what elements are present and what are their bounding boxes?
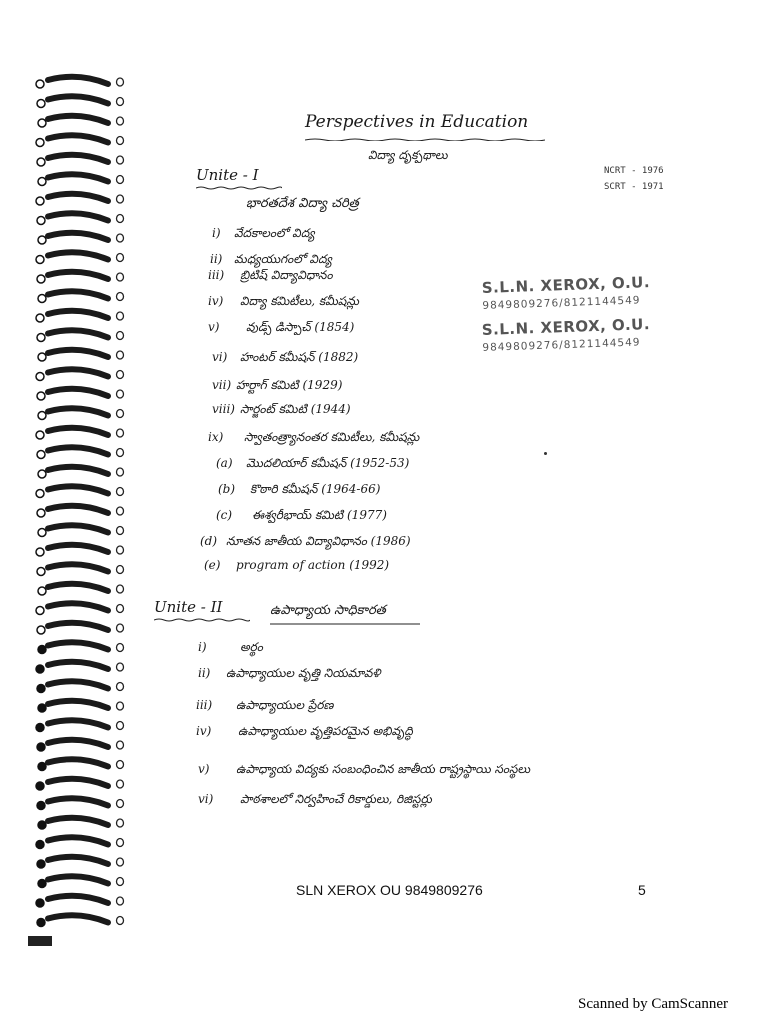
list-item-text: కొఠారి కమీషన్ (1964-66) — [250, 482, 381, 496]
xerox-stamp — [481, 315, 650, 354]
unit-2-heading: ఉపాధ్యాయ సాధికారత — [270, 603, 386, 618]
spiral-ring — [38, 642, 124, 653]
spiral-ring — [37, 623, 124, 634]
spiral-ring — [38, 233, 124, 244]
list-item-number: vii) — [212, 378, 232, 392]
list-item-text: ఈశ్వరీభాయ్ కమిటి (1977) — [252, 508, 387, 522]
spiral-ring — [37, 155, 124, 166]
spiral-ring — [37, 740, 124, 751]
spiral-ring — [36, 662, 124, 673]
spiral-ring — [36, 252, 124, 263]
list-item-number: iv) — [208, 294, 224, 308]
unit-2-underline — [154, 618, 250, 622]
list-item-number: i) — [198, 640, 207, 654]
list-item-text: స్వాతంత్ర్యానంతర కమిటీలు, కమీషన్లు — [244, 430, 420, 444]
page-title: Perspectives in Education — [305, 112, 529, 132]
spiral-ring — [36, 77, 124, 88]
camscanner-watermark: Scanned by CamScanner — [578, 996, 728, 1012]
unit-1-underline — [196, 186, 282, 190]
list-item-text: పాఠశాలలో నిర్వహించే రికార్డులు, రిజిస్టర్లు — [240, 792, 432, 806]
stamp-phones: 9849809276/8121144549 — [482, 336, 641, 354]
list-item-text: విద్యా కమిటీలు, కమీషన్లు — [240, 294, 359, 308]
spiral-ring — [36, 194, 124, 205]
spiral-ring — [38, 291, 124, 302]
spiral-ring — [37, 213, 124, 224]
list-item-text: ఉపాధ్యాయుల వృత్తిపరమైన అభివృద్ధి — [238, 724, 413, 738]
spiral-ring — [37, 857, 124, 868]
spiral-ring — [36, 896, 124, 907]
list-item-text: ఉపాధ్యాయుల వృత్తి నియమావళి — [226, 666, 381, 680]
list-item-number: (b) — [218, 482, 236, 496]
footer-shop-info: SLN XEROX OU 9849809276 — [296, 882, 483, 898]
spiral-ring — [38, 116, 124, 127]
spiral-ring — [36, 311, 124, 322]
spiral-ring — [37, 681, 124, 692]
list-item-text: వేదకాలంలో విద్య — [234, 226, 315, 240]
spiral-ring — [36, 428, 124, 439]
spiral-ring — [36, 486, 124, 497]
spiral-binding — [28, 70, 138, 950]
list-item-text: program of action (1992) — [236, 558, 390, 572]
stamp-name: S.L.N. XEROX, O.U. — [481, 273, 651, 297]
spiral-ring — [38, 759, 124, 770]
note-scrt: SCRT - 1971 — [604, 182, 664, 192]
page-subtitle: విద్యా దృక్పథాలు — [368, 148, 448, 162]
spiral-ring — [37, 389, 124, 400]
list-item-text: ఉపాధ్యాయ విద్యకు సంబంధించిన జాతీయ రాష్ట్రస్థాయి సంస్థలు — [236, 762, 531, 776]
spiral-ring — [38, 350, 124, 361]
xerox-stamp — [481, 273, 650, 312]
list-item-number: iii) — [208, 268, 225, 282]
unit-1-heading: భారతదేశ విద్యా చరిత్ర — [246, 196, 359, 211]
spiral-ring — [38, 525, 124, 536]
spiral-ring — [36, 135, 124, 146]
list-item-text: వుడ్స్ డిస్పాచ్ (1854) — [246, 320, 355, 334]
stamp-name: S.L.N. XEROX, O.U. — [481, 315, 651, 339]
ink-dot — [544, 452, 547, 455]
list-item-text: బ్రిటిష్ విద్యావిధానం — [240, 268, 333, 282]
spiral-ring — [38, 408, 124, 419]
list-item-number: vi) — [198, 792, 214, 806]
list-item-number: iii) — [196, 698, 213, 712]
unit-1-label: Unite - I — [196, 166, 259, 184]
list-item-number: ii) — [210, 252, 223, 266]
spiral-ring — [37, 447, 124, 458]
unit-2-heading-underline — [270, 622, 420, 626]
list-item-number: (e) — [204, 558, 221, 572]
list-item-text: సార్జంట్ కమిటి (1944) — [240, 402, 351, 416]
list-item-number: i) — [212, 226, 221, 240]
spiral-ring — [36, 369, 124, 380]
list-item-number: v) — [198, 762, 210, 776]
spiral-ring — [36, 779, 124, 790]
spiral-ring — [37, 330, 124, 341]
list-item-text: అర్థం — [240, 640, 263, 654]
list-item-number: viii) — [212, 402, 235, 416]
list-item-number: (d) — [200, 534, 218, 548]
spiral-ring — [36, 837, 124, 848]
stamp-phones: 9849809276/8121144549 — [482, 294, 641, 312]
spiral-ring — [38, 701, 124, 712]
spiral-ring — [36, 720, 124, 731]
list-item-text: హంటర్ కమీషన్ (1882) — [240, 350, 359, 364]
spiral-ring — [36, 545, 124, 556]
spiral-ring — [37, 915, 124, 926]
list-item-number: ii) — [198, 666, 211, 680]
list-item-text: హర్టాగ్ కమిటి (1929) — [236, 378, 343, 392]
spiral-ring — [38, 876, 124, 887]
list-item-text: నూతన జాతీయ విద్యావిధానం (1986) — [226, 534, 411, 548]
list-item-number: (c) — [216, 508, 233, 522]
title-underline — [305, 138, 545, 141]
spiral-ring — [38, 174, 124, 185]
spiral-ring — [38, 584, 124, 595]
list-item-number: (a) — [216, 456, 233, 470]
list-item-text: మొదలియార్ కమీషన్ (1952-53) — [246, 456, 410, 470]
list-item-number: vi) — [212, 350, 228, 364]
spiral-ring — [37, 798, 124, 809]
list-item-number: iv) — [196, 724, 212, 738]
spiral-ring — [37, 272, 124, 283]
page-number: 5 — [638, 882, 646, 898]
binding-edge — [28, 936, 52, 946]
spiral-ring — [37, 564, 124, 575]
note-ncrt: NCRT - 1976 — [604, 166, 664, 176]
list-item-text: ఉపాధ్యాయుల ప్రేరణ — [236, 698, 334, 712]
list-item-number: ix) — [208, 430, 224, 444]
list-item-number: v) — [208, 320, 220, 334]
spiral-ring — [37, 96, 124, 107]
list-item-text: మధ్యయుగంలో విద్య — [234, 252, 332, 266]
spiral-ring — [38, 467, 124, 478]
unit-2-label: Unite - II — [154, 598, 223, 616]
spiral-ring — [36, 603, 124, 614]
spiral-ring — [37, 506, 124, 517]
spiral-ring — [38, 818, 124, 829]
